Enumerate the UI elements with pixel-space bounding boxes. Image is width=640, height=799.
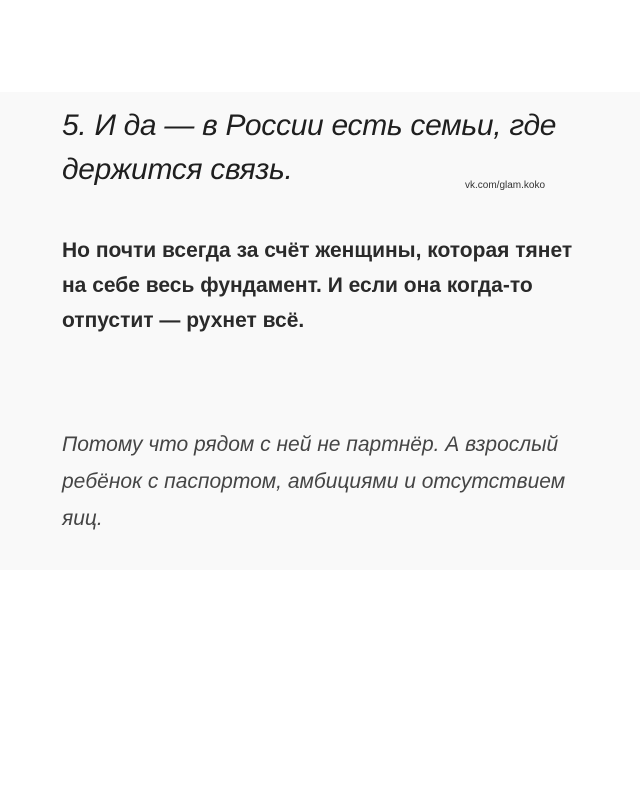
bold-paragraph: Но почти всегда за счёт женщины, которая тянет на себе весь фундамент. И если она когда-то отпустит — рухнет всё. <box>62 239 573 332</box>
post-heading: 5. И да — в России есть семьи, где держится связь. <box>62 109 557 186</box>
italic-paragraph: Потому что рядом с ней не партнёр. А взрослый ребёнок с паспортом, амбициями и отсутствием яиц. <box>62 433 566 530</box>
watermark-link: vk.com/glam.koko <box>465 180 546 191</box>
